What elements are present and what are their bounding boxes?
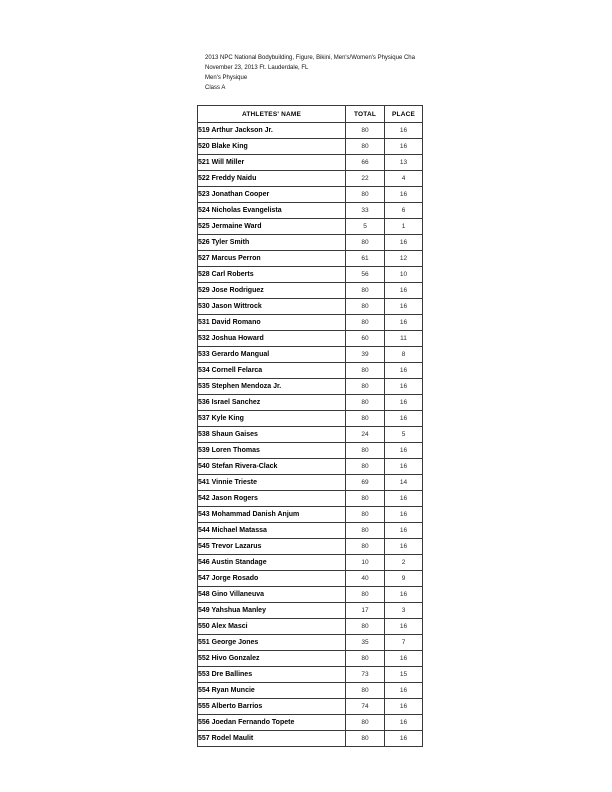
total-cell: 17	[346, 603, 385, 619]
athlete-name-cell: 555 Alberto Barrios	[198, 699, 346, 715]
athlete-name-cell: 538 Shaun Gaises	[198, 427, 346, 443]
athlete-name-cell: 519 Arthur Jackson Jr.	[198, 123, 346, 139]
place-cell: 16	[385, 459, 423, 475]
athlete-name-cell: 525 Jermaine Ward	[198, 219, 346, 235]
total-cell: 80	[346, 139, 385, 155]
total-cell: 80	[346, 187, 385, 203]
total-cell: 80	[346, 491, 385, 507]
document-header	[205, 53, 415, 93]
place-cell: 9	[385, 571, 423, 587]
total-cell: 56	[346, 267, 385, 283]
athlete-name-cell: 529 Jose Rodriguez	[198, 283, 346, 299]
place-cell: 16	[385, 587, 423, 603]
athlete-name-cell: 531 David Romano	[198, 315, 346, 331]
place-cell: 16	[385, 491, 423, 507]
doc-title: 2013 NPC National Bodybuilding, Figure, Bikini, Men's/Women's Physique Cha	[205, 55, 415, 61]
athlete-name-cell: 549 Yahshua Manley	[198, 603, 346, 619]
table-row	[198, 379, 423, 395]
athlete-name-cell: 548 Gino Villaneuva	[198, 587, 346, 603]
column-header-place: PLACE	[385, 106, 423, 123]
table-row	[198, 603, 423, 619]
athlete-name-cell: 527 Marcus Perron	[198, 251, 346, 267]
place-cell: 16	[385, 443, 423, 459]
place-cell: 16	[385, 187, 423, 203]
athlete-name-cell: 543 Mohammad Danish Anjum	[198, 507, 346, 523]
athlete-name-cell: 526 Tyler Smith	[198, 235, 346, 251]
place-cell: 16	[385, 507, 423, 523]
table-row	[198, 635, 423, 651]
table-row	[198, 267, 423, 283]
total-cell: 80	[346, 459, 385, 475]
total-cell: 80	[346, 395, 385, 411]
total-cell: 80	[346, 315, 385, 331]
column-header-athletes-name: ATHLETES' NAME	[198, 106, 346, 123]
total-cell: 80	[346, 731, 385, 747]
total-cell: 80	[346, 283, 385, 299]
table-row	[198, 299, 423, 315]
athlete-name-cell: 554 Ryan Muncie	[198, 683, 346, 699]
athlete-name-cell: 541 Vinnie Trieste	[198, 475, 346, 491]
place-cell: 16	[385, 619, 423, 635]
place-cell: 16	[385, 283, 423, 299]
athlete-name-cell: 534 Cornell Felarca	[198, 363, 346, 379]
athlete-name-cell: 546 Austin Standage	[198, 555, 346, 571]
athlete-name-cell: 523 Jonathan Cooper	[198, 187, 346, 203]
place-cell: 16	[385, 139, 423, 155]
total-cell: 80	[346, 411, 385, 427]
table-row	[198, 475, 423, 491]
place-cell: 5	[385, 427, 423, 443]
place-cell: 4	[385, 171, 423, 187]
place-cell: 16	[385, 123, 423, 139]
athlete-name-cell: 536 Israel Sanchez	[198, 395, 346, 411]
athlete-name-cell: 551 George Jones	[198, 635, 346, 651]
athlete-name-cell: 557 Rodel Maulit	[198, 731, 346, 747]
total-cell: 80	[346, 539, 385, 555]
table-row	[198, 219, 423, 235]
place-cell: 7	[385, 635, 423, 651]
table-row	[198, 363, 423, 379]
total-cell: 10	[346, 555, 385, 571]
table-row	[198, 283, 423, 299]
table-row	[198, 139, 423, 155]
table-row	[198, 443, 423, 459]
table-row	[198, 315, 423, 331]
total-cell: 33	[346, 203, 385, 219]
table-row	[198, 347, 423, 363]
athlete-name-cell: 544 Michael Matassa	[198, 523, 346, 539]
total-cell: 69	[346, 475, 385, 491]
place-cell: 16	[385, 651, 423, 667]
total-cell: 80	[346, 379, 385, 395]
athlete-name-cell: 550 Alex Masci	[198, 619, 346, 635]
total-cell: 80	[346, 523, 385, 539]
column-header-total: TOTAL	[346, 106, 385, 123]
table-row	[198, 587, 423, 603]
place-cell: 16	[385, 715, 423, 731]
athlete-name-cell: 539 Loren Thomas	[198, 443, 346, 459]
athlete-name-cell: 542 Jason Rogers	[198, 491, 346, 507]
place-cell: 16	[385, 683, 423, 699]
total-cell: 80	[346, 651, 385, 667]
table-row	[198, 539, 423, 555]
place-cell: 16	[385, 411, 423, 427]
athlete-name-cell: 556 Joedan Fernando Topete	[198, 715, 346, 731]
athlete-name-cell: 552 Hivo Gonzalez	[198, 651, 346, 667]
place-cell: 16	[385, 699, 423, 715]
athlete-name-cell: 528 Carl Roberts	[198, 267, 346, 283]
total-cell: 80	[346, 587, 385, 603]
place-cell: 2	[385, 555, 423, 571]
table-row	[198, 699, 423, 715]
place-cell: 16	[385, 235, 423, 251]
table-row	[198, 427, 423, 443]
total-cell: 5	[346, 219, 385, 235]
athlete-name-cell: 532 Joshua Howard	[198, 331, 346, 347]
table-row	[198, 411, 423, 427]
total-cell: 80	[346, 123, 385, 139]
athlete-name-cell: 524 Nicholas Evangelista	[198, 203, 346, 219]
athlete-name-cell: 553 Dre Ballines	[198, 667, 346, 683]
place-cell: 16	[385, 731, 423, 747]
athlete-name-cell: 545 Trevor Lazarus	[198, 539, 346, 555]
results-table	[197, 105, 423, 747]
total-cell: 35	[346, 635, 385, 651]
table-row	[198, 651, 423, 667]
athlete-name-cell: 537 Kyle King	[198, 411, 346, 427]
table-row	[198, 187, 423, 203]
place-cell: 15	[385, 667, 423, 683]
place-cell: 11	[385, 331, 423, 347]
table-row	[198, 491, 423, 507]
total-cell: 39	[346, 347, 385, 363]
table-row	[198, 683, 423, 699]
total-cell: 80	[346, 299, 385, 315]
table-row	[198, 203, 423, 219]
athlete-name-cell: 522 Freddy Naidu	[198, 171, 346, 187]
table-row	[198, 251, 423, 267]
table-row	[198, 507, 423, 523]
total-cell: 80	[346, 235, 385, 251]
place-cell: 13	[385, 155, 423, 171]
place-cell: 16	[385, 379, 423, 395]
total-cell: 24	[346, 427, 385, 443]
total-cell: 74	[346, 699, 385, 715]
table-row	[198, 171, 423, 187]
table-row	[198, 731, 423, 747]
table-row	[198, 235, 423, 251]
place-cell: 3	[385, 603, 423, 619]
table-row	[198, 667, 423, 683]
total-cell: 80	[346, 507, 385, 523]
table-header-row	[198, 106, 423, 123]
table-row	[198, 395, 423, 411]
table-row	[198, 523, 423, 539]
total-cell: 60	[346, 331, 385, 347]
total-cell: 61	[346, 251, 385, 267]
athlete-name-cell: 533 Gerardo Mangual	[198, 347, 346, 363]
total-cell: 80	[346, 363, 385, 379]
place-cell: 8	[385, 347, 423, 363]
athlete-name-cell: 540 Stefan Rivera-Clack	[198, 459, 346, 475]
place-cell: 16	[385, 299, 423, 315]
place-cell: 16	[385, 315, 423, 331]
athlete-name-cell: 521 Will Miller	[198, 155, 346, 171]
total-cell: 80	[346, 715, 385, 731]
total-cell: 73	[346, 667, 385, 683]
place-cell: 1	[385, 219, 423, 235]
athlete-name-cell: 535 Stephen Mendoza Jr.	[198, 379, 346, 395]
table-body	[198, 123, 423, 747]
place-cell: 16	[385, 395, 423, 411]
doc-class-label: Class A	[205, 85, 226, 91]
doc-date-location: November 23, 2013 Ft. Lauderdale, FL	[205, 65, 309, 71]
table-row	[198, 571, 423, 587]
athlete-name-cell: 520 Blake King	[198, 139, 346, 155]
table-row	[198, 459, 423, 475]
place-cell: 14	[385, 475, 423, 491]
athlete-name-cell: 530 Jason Wittrock	[198, 299, 346, 315]
doc-division: Men's Physique	[205, 75, 248, 81]
place-cell: 12	[385, 251, 423, 267]
total-cell: 40	[346, 571, 385, 587]
table-row	[198, 123, 423, 139]
place-cell: 6	[385, 203, 423, 219]
place-cell: 16	[385, 539, 423, 555]
total-cell: 80	[346, 619, 385, 635]
table-row	[198, 715, 423, 731]
table-row	[198, 619, 423, 635]
table-row	[198, 155, 423, 171]
total-cell: 80	[346, 443, 385, 459]
table-row	[198, 555, 423, 571]
table-row	[198, 331, 423, 347]
total-cell: 66	[346, 155, 385, 171]
total-cell: 22	[346, 171, 385, 187]
place-cell: 16	[385, 523, 423, 539]
athlete-name-cell: 547 Jorge Rosado	[198, 571, 346, 587]
place-cell: 10	[385, 267, 423, 283]
total-cell: 80	[346, 683, 385, 699]
place-cell: 16	[385, 363, 423, 379]
